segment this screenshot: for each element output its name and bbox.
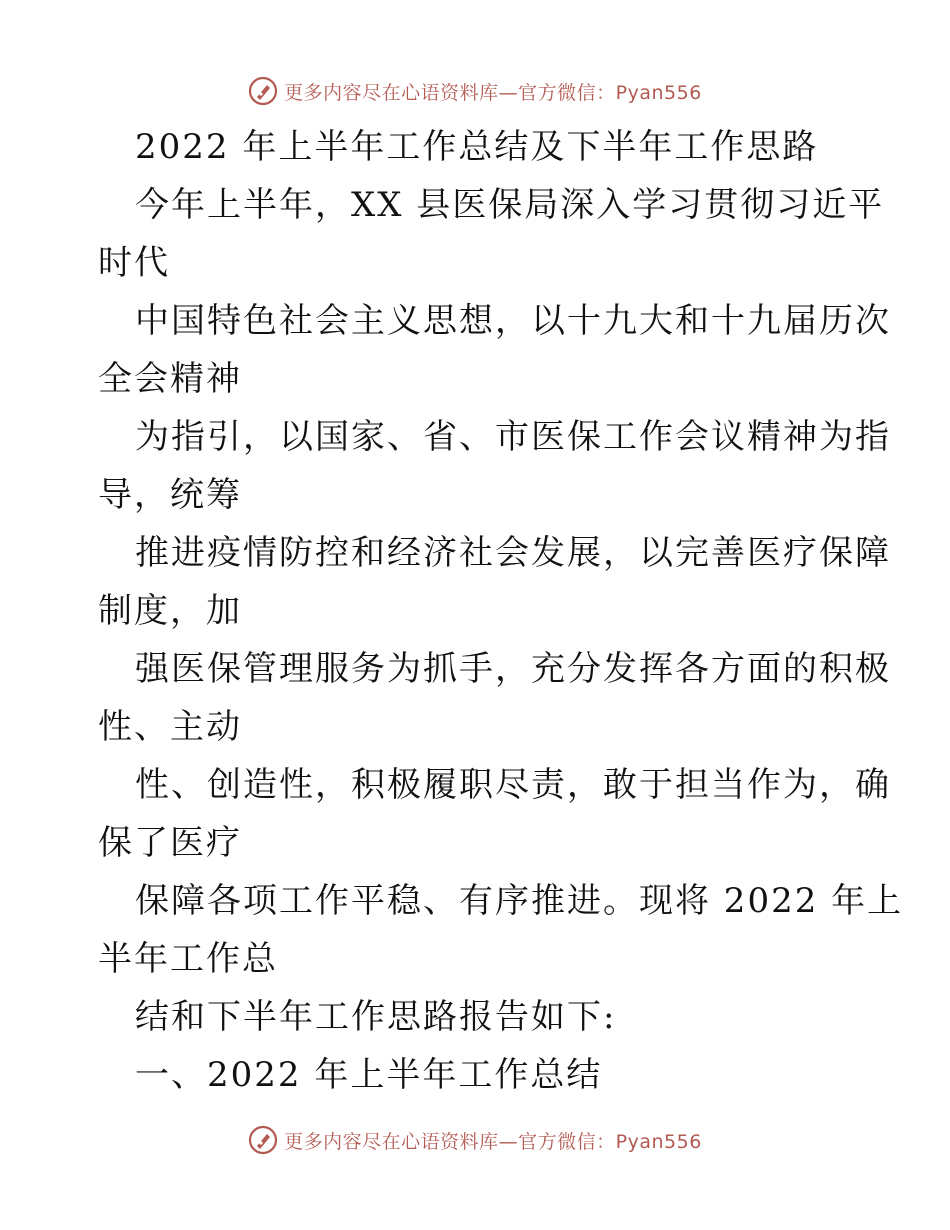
paragraph-line: 强医保管理服务为抓手，充分发挥各方面的积极 [135,649,891,689]
paragraph-line: 中国特色社会主义思想，以十九大和十九届历次 [135,301,891,341]
paragraph-line: 制度，加 [98,591,242,631]
paragraph-line: 时代 [98,243,170,283]
document-title: 2022 年上半年工作总结及下半年工作思路 [135,127,819,167]
header-watermark-banner [0,71,950,111]
footer-watermark-banner [0,1120,950,1160]
paragraph-line: 结和下半年工作思路报告如下: [135,997,617,1037]
paragraph-line: 半年工作总 [98,939,278,979]
paragraph-line: 推进疫情防控和经济社会发展，以完善医疗保障 [135,533,891,573]
section-heading: 一、2022 年上半年工作总结 [135,1055,603,1095]
watermark-text: 更多内容尽在心语资料库—官方微信：Pyan556 [284,81,702,104]
paragraph-line: 导，统筹 [98,475,242,515]
watermark-text: 更多内容尽在心语资料库—官方微信：Pyan556 [284,1130,702,1153]
paragraph-line: 为指引，以国家、省、市医保工作会议精神为指 [135,417,891,457]
document-body [98,118,904,1104]
paragraph-line: 保了医疗 [98,823,242,863]
paragraph-line: 性、主动 [98,707,242,747]
pen-nib-icon [248,76,278,106]
pen-nib-icon [248,1125,278,1155]
paragraph-line: 保障各项工作平稳、有序推进。现将 2022 年上 [135,881,904,921]
paragraph-line: 性、创造性，积极履职尽责，敢于担当作为，确 [135,765,891,805]
paragraph-line: 今年上半年，XX 县医保局深入学习贯彻习近平 [135,185,885,225]
paragraph-line: 全会精神 [98,359,242,399]
